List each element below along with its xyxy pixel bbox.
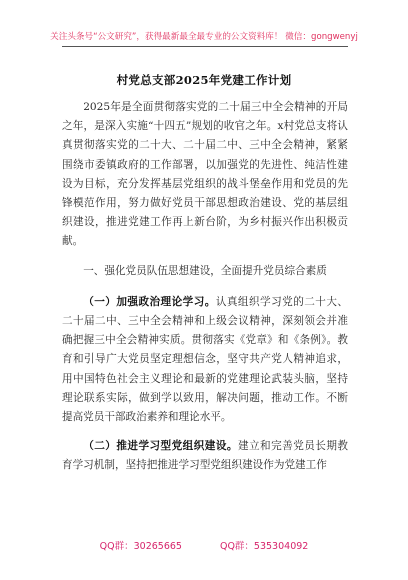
section-heading: 一、强化党员队伍思想建设，全面提升党员综合素质 [83, 264, 327, 277]
footer-qq-group-2: QQ群：535304092 [219, 541, 309, 552]
footer-qq-group-1: QQ群：30265665 [99, 541, 182, 552]
subsection-1-text: 认真组织学习党的二十大、二十届二中、三中全会精神和上级会议精神，深刻领会并准确把握三中全会精神实质。贯彻落实《党章》和《条例》。教育和引导广大党员坚定理想信念，坚守共产党人精神追求，用中国特色社会主义理论和最新的党建理论武装头脑，坚持理论联系实际，做到学以致用，解决问题，推动工作。不断提高党员干部政治素养和理论水平。 [62, 295, 349, 424]
footer-banner [0, 538, 408, 552]
document-title: 村党总支部2025年党建工作计划 [116, 73, 292, 87]
document-body [62, 98, 348, 486]
subsection-2-text: 建立和完善党员长期教育学习机制，坚持把推进学习型党组织建设作为党建工作 [62, 440, 349, 472]
subsection-2 [62, 437, 348, 475]
subsection-1-heading: （一）加强政治理论学习。 [83, 295, 216, 308]
subsection-1 [62, 293, 348, 427]
header-banner: 关注头条号“公文研究”，获得最新最全最专业的公文资料库！ 微信：gongwenyj [50, 32, 358, 42]
intro-paragraph: 2025年是全面贯彻落实党的二十届三中全会精神的开局之年，是深入实施“十四五”规划的收官之年。x村党总支将认真贯彻落实党的二十大、二十届二中、三中全会精神，紧紧围绕市委镇政府的工作部署，以加强党的先进性、纯洁性建设为目标，充分发挥基层党组织的战斗堡垒作用和党员的先锋模范作用，努力做好党员干部思想政治建设、党的基层组织建设，推进党建工作再上新台阶，为乡村振兴作出积极贡献。 [62, 101, 348, 248]
subsection-2-heading: （二）推进学习型党组织建设。 [83, 440, 238, 453]
header-divider [62, 46, 348, 47]
